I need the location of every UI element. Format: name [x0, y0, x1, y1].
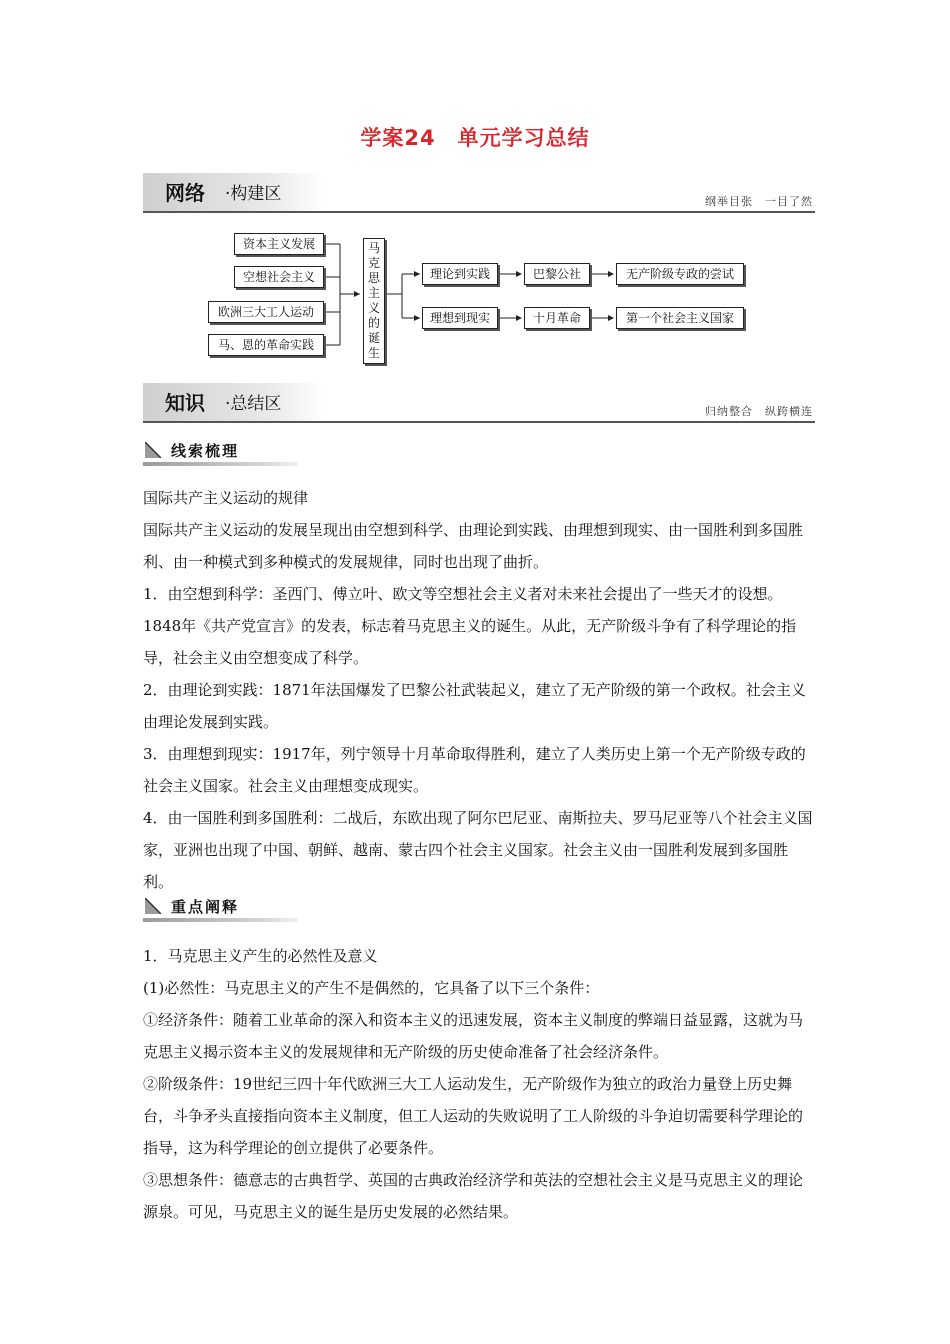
banner-rule [143, 211, 815, 213]
page-title: 学案24 单元学习总结 [360, 126, 590, 150]
diagram-bottom-step: 理想到现实 [422, 307, 498, 329]
arrow-head [414, 271, 420, 277]
paragraph: 国际共产主义运动的发展呈现出由空想到科学、由理论到实践、由理想到现实、由一国胜利到多国胜利、由一种模式到多种模式的发展规律，同时也出现了曲折。 [143, 521, 804, 571]
diagram-left-item: 资本主义发展 [234, 233, 324, 255]
diagonal-marker-icon [145, 898, 161, 914]
paragraph: 3．由理想到现实：1917年，列宁领导十月革命取得胜利，建立了人类历史上第一个无产阶级专政的社会主义国家。社会主义由理想变成现实。 [143, 745, 806, 795]
paragraph: 2．由理论到实践：1871年法国爆发了巴黎公社武装起义，建立了无产阶级的第一个政权。社会主义由理论发展到实践。 [143, 681, 806, 731]
diagram-center-node: 马克思主义的诞生 [363, 238, 385, 364]
arrow-head [608, 271, 614, 277]
arrow-head [516, 271, 522, 277]
section-heading-label: 重点阐释 [171, 898, 240, 916]
diagram-top-step: 理论到实践 [422, 263, 498, 285]
diagram-left-item: 空想社会主义 [234, 266, 324, 288]
arrow-head [354, 291, 360, 297]
section-heading-label: 线索梳理 [171, 442, 240, 460]
section-heading-key-points [143, 896, 298, 922]
banner-hint: 纲举目张 一目了然 [705, 195, 813, 208]
paragraph: ②阶级条件：19世纪三四十年代欧洲三大工人运动发生，无产阶级作为独立的政治力量登上历史舞台，斗争矛头直接指向资本主义制度，但工人运动的失败说明了工人阶级的斗争迫切需要科学理论的指导，这为科学理论的创立提供了必要条件。 [143, 1075, 804, 1157]
section-heading-clues [143, 440, 298, 466]
arrow-head [414, 315, 420, 321]
diagram-bottom-step: 十月革命 [524, 307, 590, 329]
paragraph: 1．由空想到科学：圣西门、傅立叶、欧文等空想社会主义者对未来社会提出了一些天才的设想。1848年《共产党宣言》的发表，标志着马克思主义的诞生。从此，无产阶级斗争有了科学理论的指导，社会主义由空想变成了科学。 [143, 585, 797, 667]
paragraph: 国际共产主义运动的规律 [143, 489, 309, 507]
arrow-head [608, 315, 614, 321]
network-banner [143, 173, 815, 213]
diagram-left-item: 马、恩的革命实践 [208, 334, 324, 356]
section-heading-bar [143, 462, 298, 466]
banner-sub-label: ·构建区 [225, 184, 282, 204]
concept-diagram [200, 228, 760, 358]
diagram-left-item: 欧洲三大工人运动 [208, 301, 324, 323]
diagram-bottom-result: 第一个社会主义国家 [616, 307, 744, 329]
diagonal-marker-icon [145, 442, 161, 458]
paragraph: (1)必然性：马克思主义的产生不是偶然的，它具备了以下三个条件： [143, 979, 600, 997]
banner-hint: 归纳整合 纵跨横连 [705, 405, 813, 418]
diagram-top-result: 无产阶级专政的尝试 [616, 263, 744, 285]
banner-sub-label: ·总结区 [225, 394, 282, 414]
knowledge-banner [143, 383, 815, 423]
banner-main-label: 网络 [165, 181, 205, 205]
section-heading-bar [143, 918, 298, 922]
paragraph: 1．马克思主义产生的必然性及意义 [143, 947, 378, 965]
paragraph: ①经济条件：随着工业革命的深入和资本主义的迅速发展，资本主义制度的弊端日益显露，这就为马克思主义揭示资本主义的发展规律和无产阶级的历史使命准备了社会经济条件。 [143, 1011, 804, 1061]
banner-rule [143, 421, 815, 423]
paragraph: 4．由一国胜利到多国胜利：二战后，东欧出现了阿尔巴尼亚、南斯拉夫、罗马尼亚等八个社会主义国家，亚洲也出现了中国、朝鲜、越南、蒙古四个社会主义国家。社会主义由一国胜利发展到多国胜利。 [143, 809, 813, 891]
paragraph: ③思想条件：德意志的古典哲学、英国的古典政治经济学和英法的空想社会主义是马克思主义的理论源泉。可见，马克思主义的诞生是历史发展的必然结果。 [143, 1171, 804, 1221]
arrow-head [516, 315, 522, 321]
banner-main-label: 知识 [165, 391, 205, 415]
diagram-top-step: 巴黎公社 [524, 263, 590, 285]
